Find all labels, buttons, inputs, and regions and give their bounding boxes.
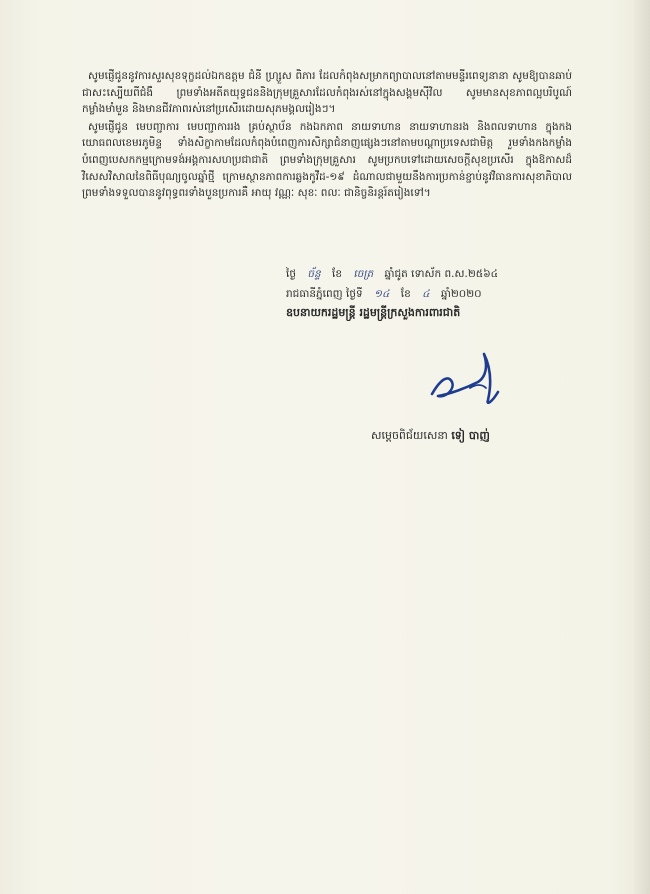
signer-name: ទៀ បាញ់ [451,429,490,442]
letter-body [82,68,572,202]
paragraph-1: សូមផ្ញើជូននូវការសួរសុខទុក្ខដល់ឯកឧត្តម ជំនី ហ្ស្រួស ពិភារ ដែលកំពុងសម្រាកព្យាបាលនៅតាមមន្ទីរពេទ្យនានា សូមឱ្យបានឆាប់ជាសះស្បើយពីជំងឺ ព្រមទាំងអតីតយុទ្ធជននិងក្រុមគ្រួសារដែលកំពុងរស់នៅក្នុងសង្គមស៊ីវិល សូមមានសុខភាពល្អបរិបូណ៍ កម្លាំងមាំមួន និងមានជីវភាពរស់នៅប្រសើរដោយសុភមង្គលរៀងៗ។ [82,70,572,116]
solar-date-mid: ខែ [400,288,411,300]
ministry-title: ឧបនាយករដ្ឋមន្ត្រី រដ្ឋមន្ត្រីក្រសួងការពារជាតិ [286,306,461,319]
date-block [286,264,586,304]
signer-line [371,429,591,445]
paragraph-2: សូមផ្ញើជូន មេបញ្ជាការ មេបញ្ជាការរង គ្រប់ស្ថាប័ន កងឯកភាព នាយទាហាន នាយទាហានរង និងពលទាហាន ក្នុងកងយោធពលខេមរភូមិន្ទ ទាំងសិក្ខាកាមដែលកំពុងបំពេញការសិក្សាជំនាញផ្សេងៗនៅតាមបណ្ដាប្រទេសជាមិត្ត រួមទាំងកងកម្លាំងបំពេញបេសកកម្មក្រោមទង់អង្គការសហប្រជាជាតិ ព្រមទាំងក្រុមគ្រួសារ សូមប្រកបទៅដោយសេចក្ដីសុខប្រសើរ ក្នុងឱកាសដ៏វិសេសវិសាលនៃពិធីបុណ្យចូលឆ្នាំថ្មី ក្រោមស្ថានភាពការឆ្លងកូវីដ-១៩ ដំណាលជាមួយនឹងការប្រកាន់ខ្ជាប់នូវវិធានការសុខាភិបាល ព្រមទាំងទទួលបាននូវពុទ្ធពរទាំងបួនប្រការគឺ អាយុ វណ្ណៈ សុខៈ ពលៈ ជានិច្ចនិរន្តរ៍តរៀងទៅ។ [82,120,572,200]
lunar-date-mid: ខែ [332,268,343,280]
handwritten-day: ១៤ [374,288,390,300]
lunar-date-line [286,264,586,284]
solar-date-suffix: ឆ្នាំ២០២០ [440,288,482,300]
solar-date-prefix: រាជធានីភ្នំពេញ ថ្ងៃទី [286,288,363,300]
handwritten-signature [426,344,516,410]
page-edge-shadow [632,0,650,894]
handwritten-weekday: ច័ន្ទ [307,268,321,280]
lunar-date-prefix: ថ្ងៃ [286,268,296,280]
lunar-date-suffix: ឆ្នាំជូត ទោស័ក ព.ស.២៥៦៤ [384,268,499,280]
signer-title: សម្ដេចពិជ័យសេនា [371,429,448,442]
handwritten-lunar-month: ចេត្រ [353,268,374,280]
solar-date-line [286,284,586,304]
handwritten-month: ៤ [422,288,430,300]
